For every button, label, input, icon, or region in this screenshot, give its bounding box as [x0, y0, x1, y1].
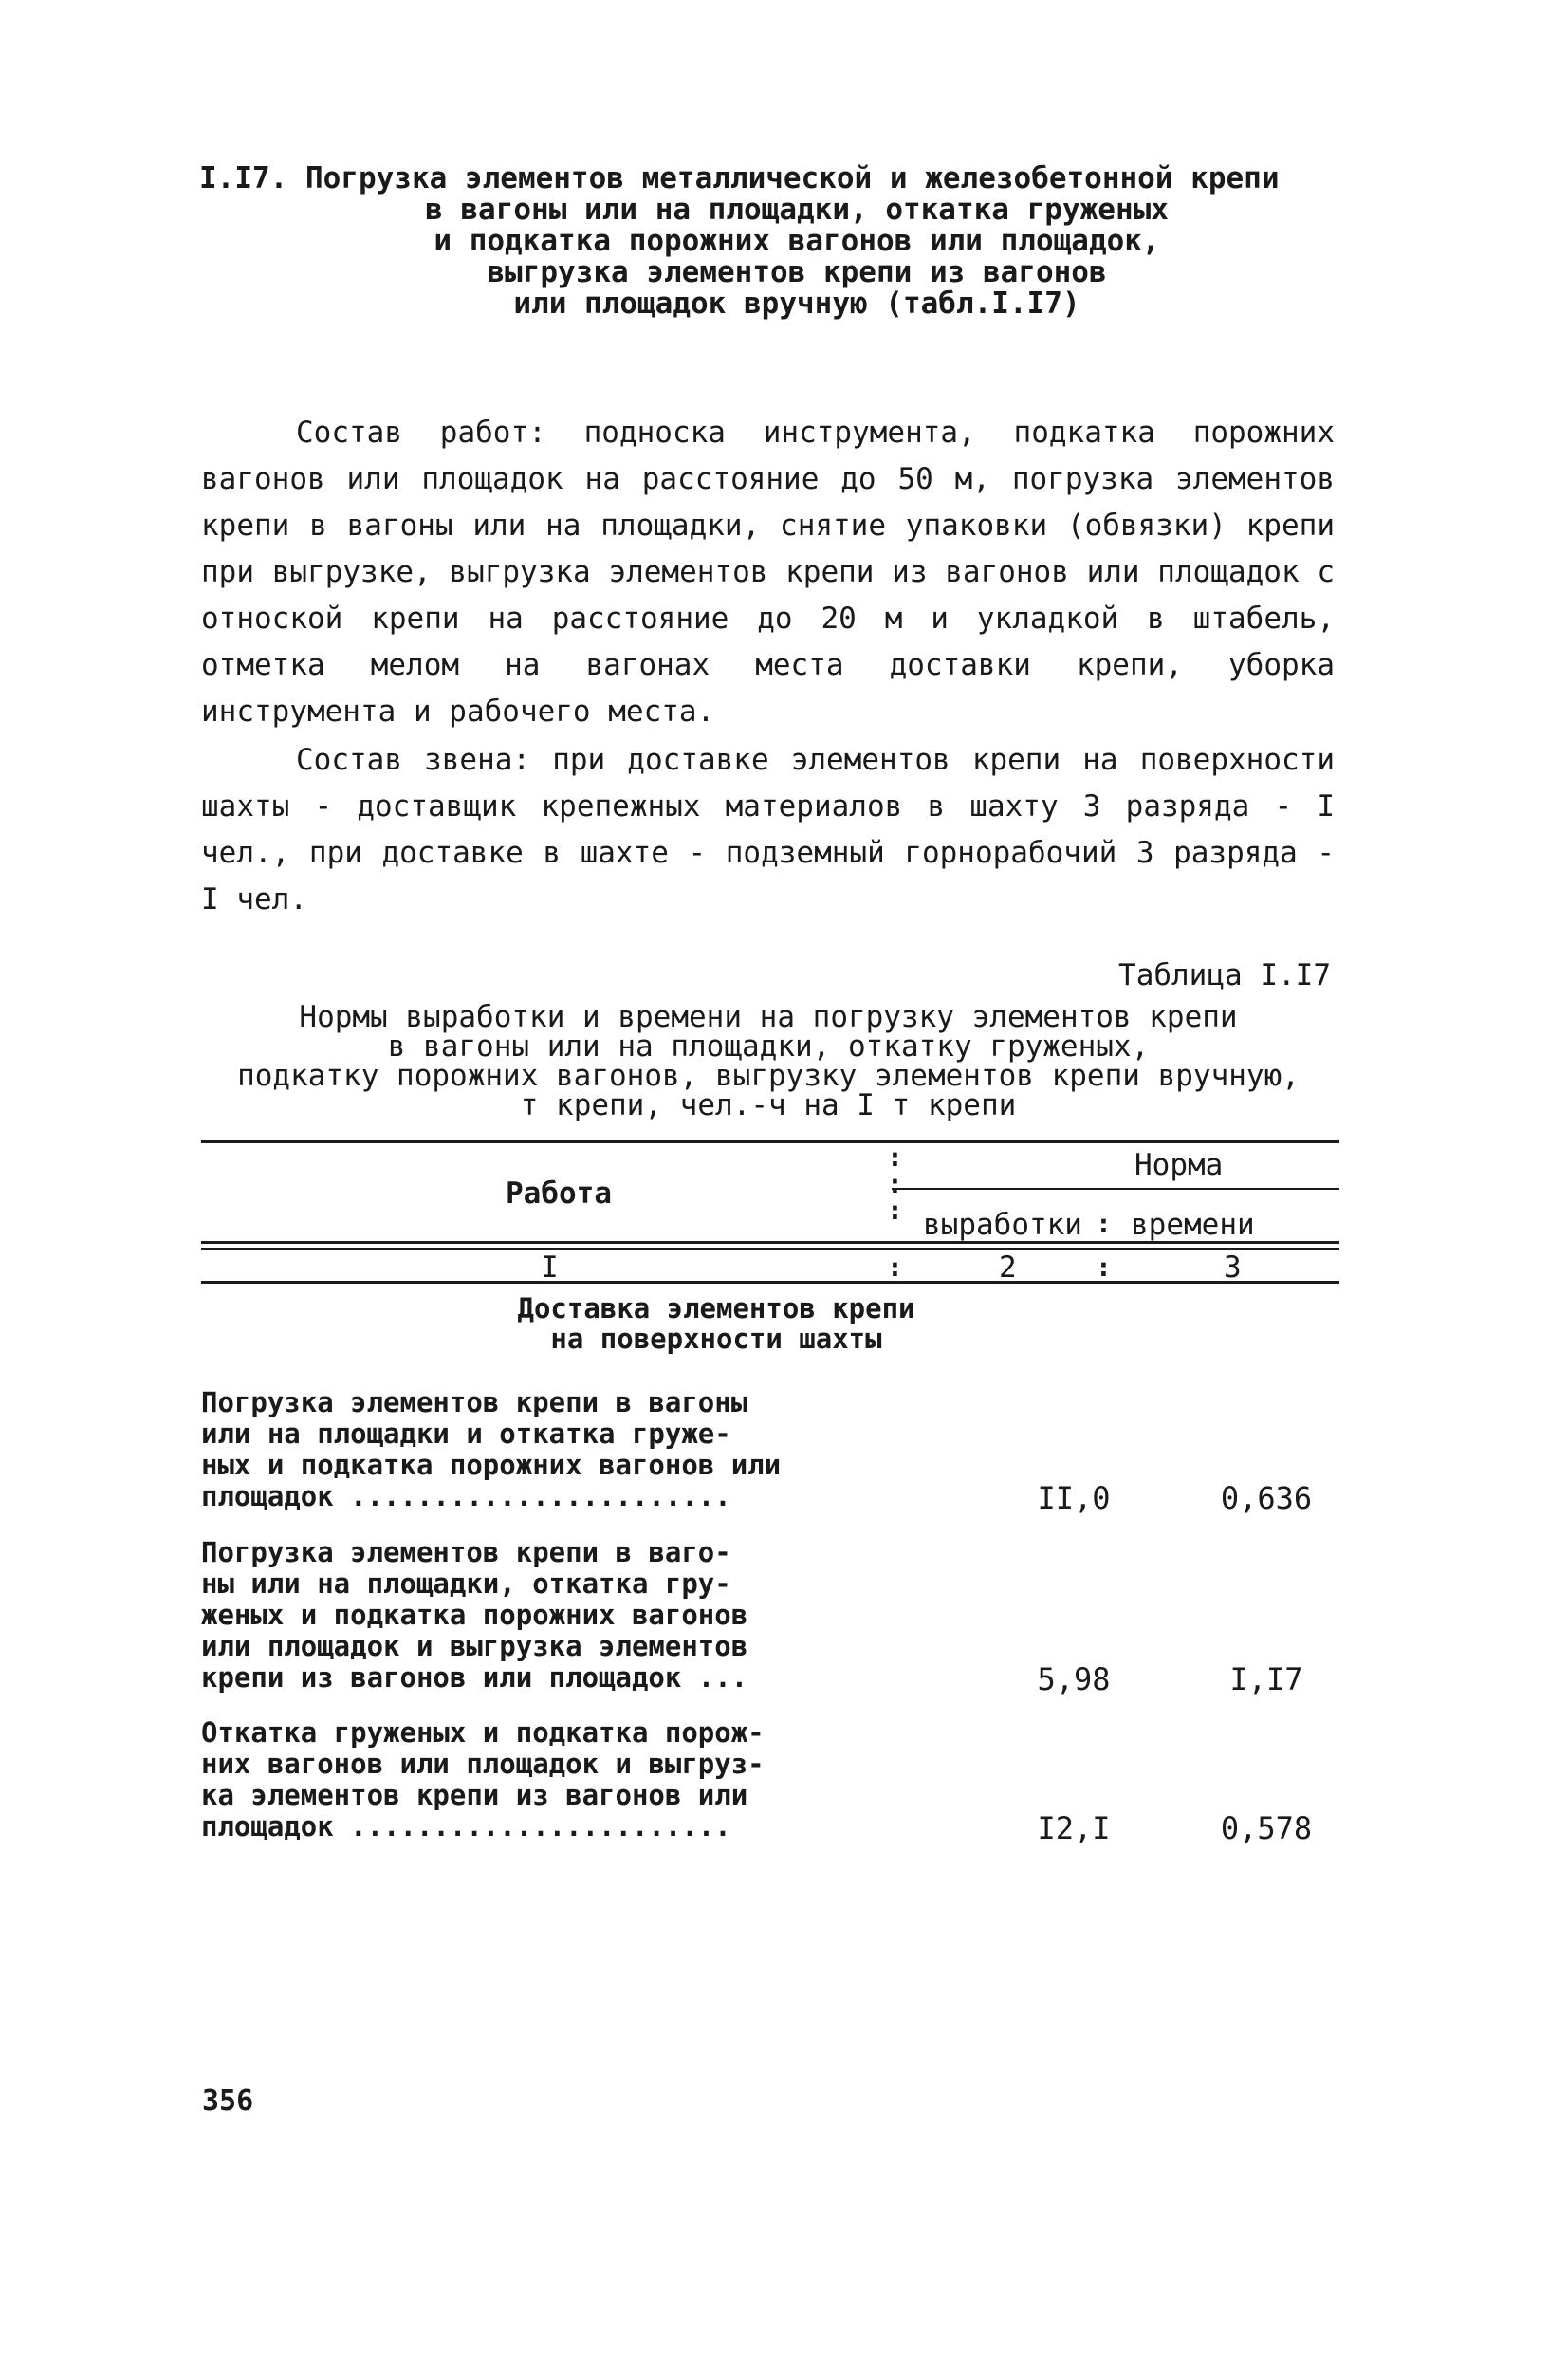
header-production: выработки — [923, 1208, 1082, 1242]
table-label: Таблица I.I7 — [1118, 958, 1331, 992]
header-norm: Норма — [1134, 1148, 1224, 1182]
row-line: площадок ....................... — [201, 1480, 731, 1512]
column-number: 2 — [999, 1251, 1017, 1285]
row-line: Откатка груженых и подкатка порож- — [201, 1716, 765, 1749]
row-description — [201, 1537, 835, 1694]
table-title-line: подкатку порожних вагонов, выгрузку элементов крепи вручную, — [237, 1059, 1300, 1093]
page-number: 356 — [202, 2084, 254, 2118]
heading-line: и подкатка порожних вагонов или площадок, — [434, 224, 1160, 258]
table-title-line: т крепи, чел.-ч на I т крепи — [520, 1088, 1017, 1122]
row-line: них вагонов или площадок и выгруз- — [201, 1748, 765, 1780]
time-value: I,I7 — [1229, 1661, 1303, 1697]
row-line: ных и подкатка порожних вагонов или — [201, 1449, 782, 1481]
row-line: площадок ....................... — [201, 1810, 731, 1843]
column-separator: : — [887, 1251, 903, 1283]
norm-subrule — [892, 1188, 1339, 1190]
work-composition-paragraph: Состав работ: подноска инструмента, подкатка порожних вагонов или площадок на расстояние до 50 м, погрузка элементов крепи в вагоны или на площадки, снятие упаковки (обвязки) крепи при выгрузке, выгрузка элементов крепи из вагонов или площадок с отноской крепи на расстояние до 20 м и укладкой в штабель, отметка мелом на вагонах места доставки крепи, уборка инструмента и рабочего места. — [201, 416, 1335, 729]
production-value: 5,98 — [1037, 1661, 1111, 1697]
heading-line: выгрузка элементов крепи из вагонов — [487, 255, 1107, 289]
table-row — [201, 1536, 1339, 1697]
production-value: II,0 — [1037, 1480, 1111, 1516]
header-work: Работа — [506, 1176, 612, 1211]
row-line: женых и подкатка порожних вагонов — [201, 1599, 748, 1631]
heading-line: I.I7. Погрузка элементов металлической и железобетонной крепи — [199, 161, 1280, 195]
row-line: или на площадки и откатка груже- — [201, 1417, 731, 1450]
row-description — [201, 1717, 835, 1843]
table-row — [201, 1386, 1339, 1516]
table-section-title — [474, 1293, 958, 1354]
production-value: I2,I — [1037, 1810, 1111, 1846]
time-value: 0,578 — [1220, 1810, 1313, 1846]
heading-line: или площадок вручную (табл.I.I7) — [513, 287, 1080, 321]
table-row — [201, 1716, 1339, 1846]
row-line: ны или на площадки, откатка гру- — [201, 1567, 731, 1600]
column-separator: : — [1096, 1251, 1112, 1283]
section-title-line: Доставка элементов крепи — [517, 1292, 915, 1325]
column-number: I — [541, 1251, 559, 1285]
row-line: Погрузка элементов крепи в вагоны — [201, 1386, 748, 1418]
column-number-rule — [201, 1281, 1339, 1284]
column-number: 3 — [1224, 1251, 1242, 1285]
table-title-line: Нормы выработки и времени на погрузку элементов крепи — [299, 1000, 1238, 1034]
heading-line: в вагоны или на площадки, откатка груженых — [425, 193, 1169, 227]
row-line: Погрузка элементов крепи в ваго- — [201, 1536, 731, 1568]
table-top-rule — [201, 1140, 1339, 1143]
header-rule-double — [201, 1248, 1339, 1250]
column-separator: : : : — [887, 1141, 903, 1226]
column-separator: : — [1096, 1208, 1112, 1239]
section-heading — [199, 163, 1356, 320]
table-title — [199, 1000, 1337, 1122]
table-title-line: в вагоны или на площадки, откатку груженых, — [387, 1029, 1150, 1064]
crew-composition-paragraph: Состав звена: при доставке элементов крепи на поверхности шахты - доставщик крепежных материалов в шахту 3 разряда - I чел., при доставке в шахте - подземный горнорабочий 3 разряда - I чел. — [201, 743, 1335, 917]
header-time: времени — [1131, 1208, 1255, 1242]
section-title-line: на поверхности шахты — [550, 1323, 882, 1355]
row-line: или площадок и выгрузка элементов — [201, 1630, 748, 1662]
row-line: крепи из вагонов или площадок ... — [201, 1661, 748, 1694]
row-line: ка элементов крепи из вагонов или — [201, 1779, 748, 1811]
time-value: 0,636 — [1220, 1480, 1313, 1516]
row-description — [201, 1387, 835, 1512]
